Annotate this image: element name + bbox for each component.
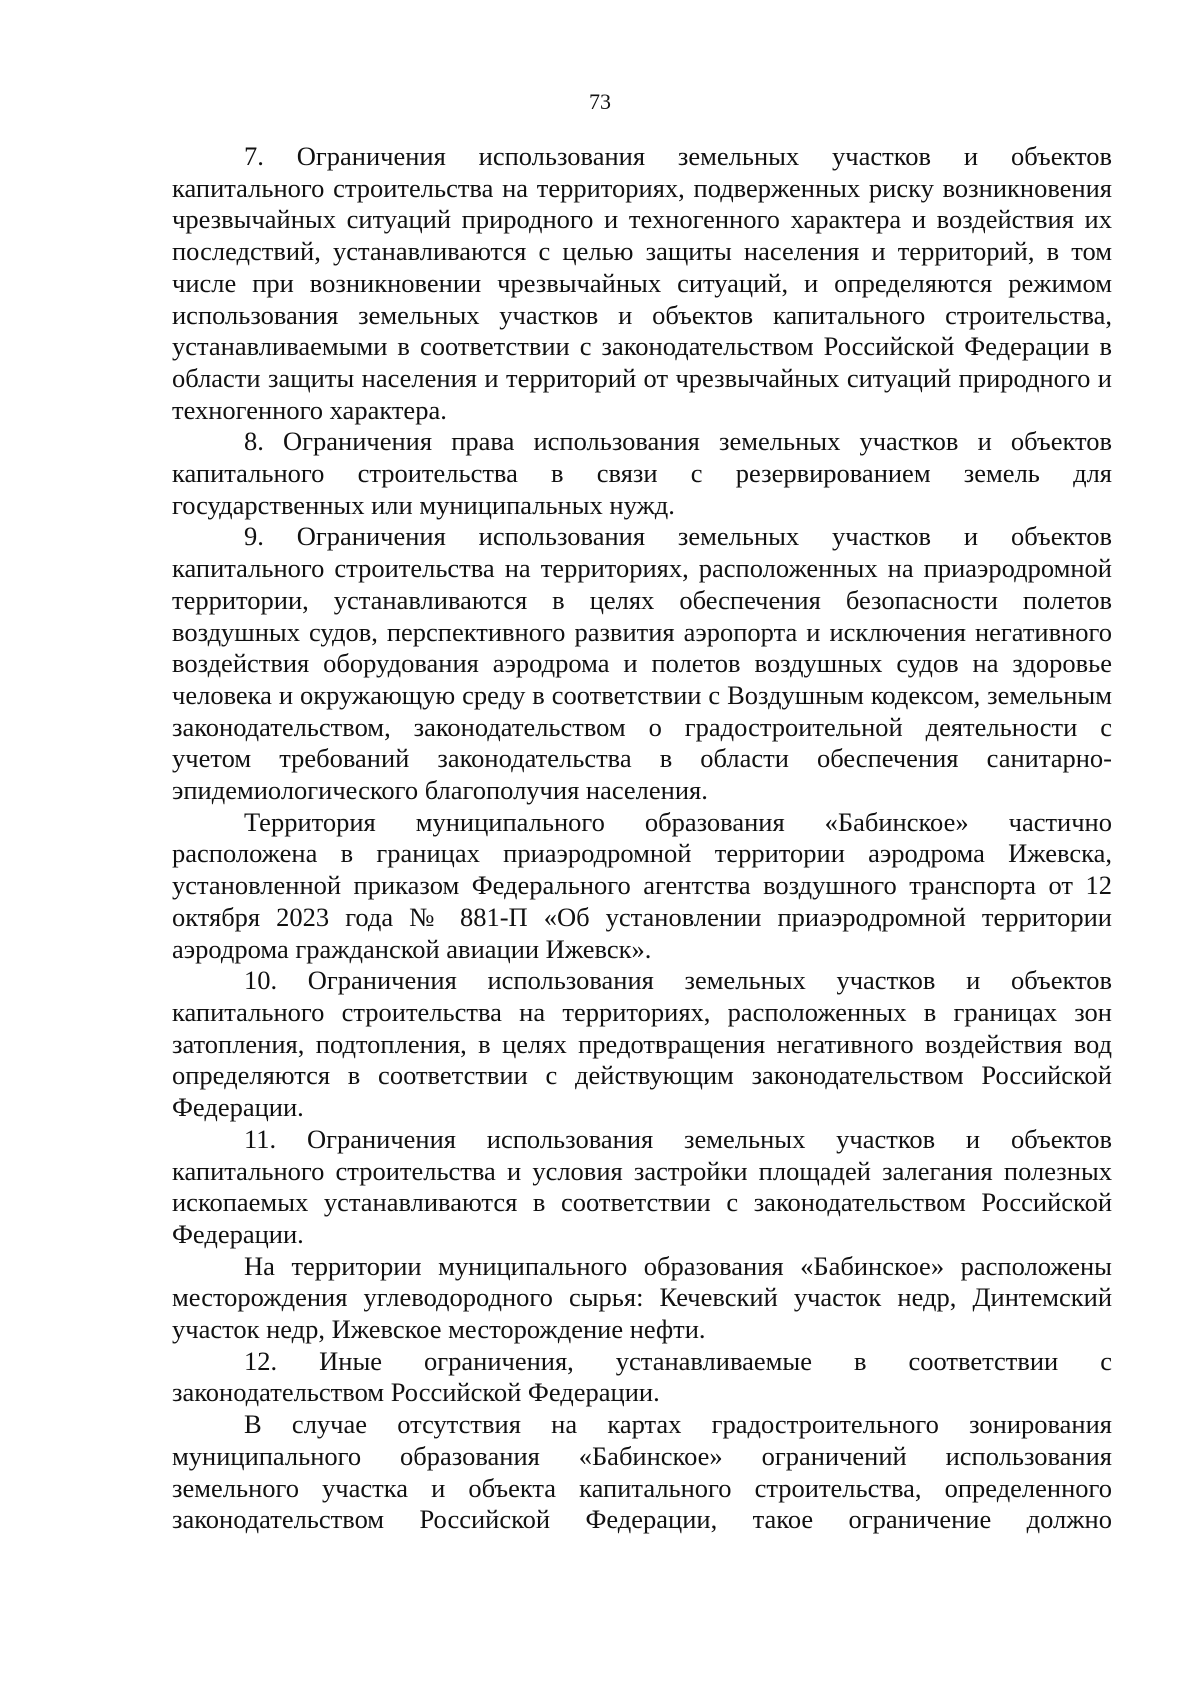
paragraph-airport-territory: Территория муниципального образования «Бабинское» частично расположена в границах приаэродромной территории аэродрома Ижевска, установленной приказом Федерального агентства воздушного транспорта от 12 октября 2023 года № 881-П «Об установлении приаэродромной территории аэродрома гражданской авиации Ижевск». bbox=[172, 806, 1112, 964]
paragraph-9: 9. Ограничения использования земельных участков и объектов капитального строительства на территориях, расположенных на приаэродромной территории, устанавливаются в целях обеспечения безопасности полетов воздушных судов, перспективного развития аэропорта и исключения негативного воздействия оборудования аэродрома и полетов воздушных судов на здоровье человека и окружающую среду в соответствии с Воздушным кодексом, земельным законодательством, законодательством о градостроительной деятельности с учетом требований законодательства в области обеспечения санитарно-эпидемиологического благополучия населения. bbox=[172, 521, 1112, 806]
paragraph-continuation: В случае отсутствия на картах градостроительного зонирования муниципального образования «Бабинское» ограничений использования земельного участка и объекта капитального строительства, определенного законодательством Российской Федерации, такое ограничение должно bbox=[172, 1409, 1112, 1535]
paragraph-10: 10. Ограничения использования земельных участков и объектов капитального строительства на территориях, расположенных в границах зон затопления, подтопления, в целях предотвращения негативного воздействия вод определяются в соответствии с действующим законодательством Российской Федерации. bbox=[172, 965, 1112, 1123]
paragraph-7: 7. Ограничения использования земельных участков и объектов капитального строительства на территориях, подверженных риску возникновения чрезвычайных ситуаций природного и техногенного характера и воздействия их последствий, устанавливаются с целью защиты населения и территорий, в том числе при возникновении чрезвычайных ситуаций, и определяются режимом использования земельных участков и объектов капитального строительства, устанавливаемыми в соответствии с законодательством Российской Федерации в области защиты населения и территорий от чрезвычайных ситуаций природного и техногенного характера. bbox=[172, 141, 1112, 425]
paragraph-8: 8. Ограничения права использования земельных участков и объектов капитального строительства в связи с резервированием земель для государственных или муниципальных нужд. bbox=[172, 426, 1112, 520]
paragraph-11: 11. Ограничения использования земельных участков и объектов капитального строительства и условия застройки площадей залегания полезных ископаемых устанавливаются в соответствии с законодательством Российской Федерации. bbox=[172, 1123, 1112, 1249]
page-number: 73 bbox=[589, 89, 611, 114]
paragraph-12: 12. Иные ограничения, устанавливаемые в соответствии с законодательством Российской Федерации. bbox=[172, 1345, 1112, 1408]
paragraph-deposits: На территории муниципального образования «Бабинское» расположены месторождения углеводородного сырья: Кечевский участок недр, Динтемский участок недр, Ижевское месторождение нефти. bbox=[172, 1250, 1112, 1345]
document-body bbox=[172, 141, 1112, 1536]
